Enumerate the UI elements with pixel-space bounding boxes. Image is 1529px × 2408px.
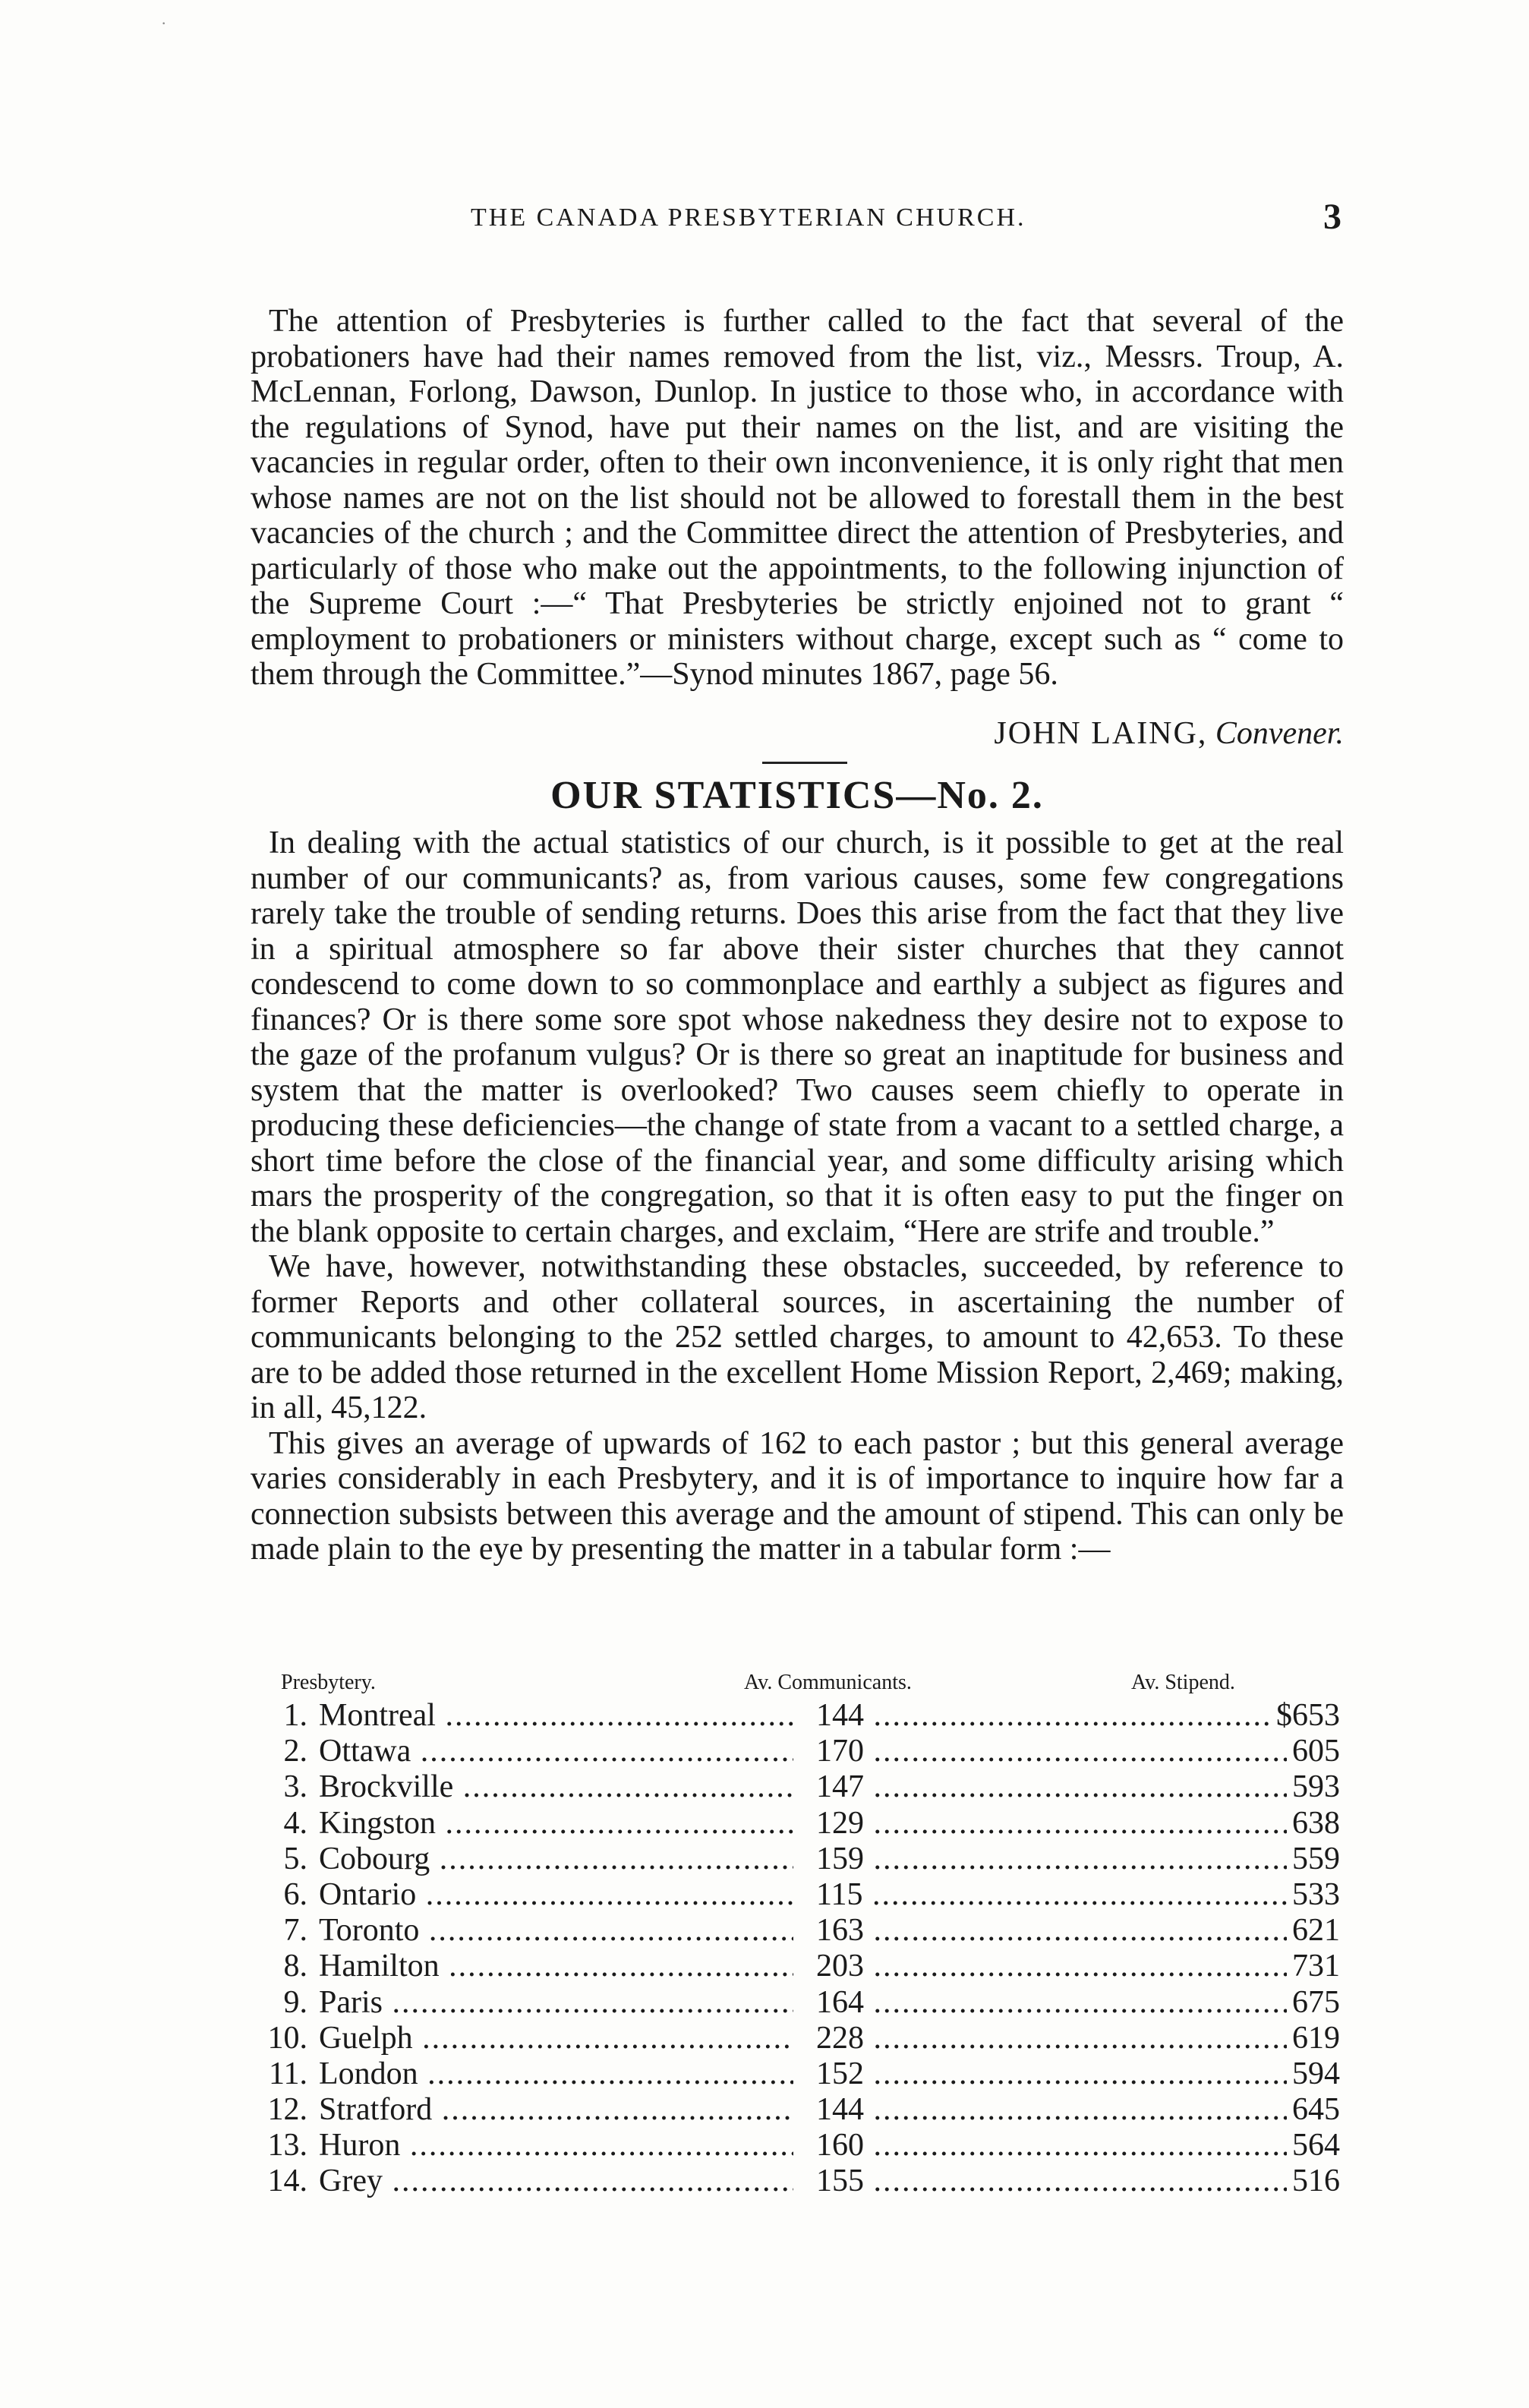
presbytery-name: Ontario: [319, 1876, 417, 1912]
presbytery-name: Hamilton: [319, 1949, 440, 1984]
stipend-value: 619: [1289, 2021, 1340, 2056]
communicants-cell: [816, 2092, 1287, 2128]
running-title: THE CANADA PRESBYTERIAN CHURCH.: [471, 204, 1026, 232]
presbytery-name: Toronto: [319, 1913, 420, 1949]
presbytery-name: Guelph: [319, 2020, 413, 2056]
presbytery-cell: [319, 1842, 793, 1877]
row-number: 9.: [283, 1984, 307, 2020]
leader-dots: [864, 2128, 1287, 2163]
table-row: [251, 2021, 1344, 2056]
communicants-value: 170: [816, 1734, 864, 1769]
presbytery-cell: [319, 1913, 793, 1949]
communicants-cell: [816, 1769, 1287, 1805]
leader-dots: [432, 2092, 793, 2127]
communicants-cell: [816, 1949, 1287, 1984]
communicants-value: 203: [816, 1949, 864, 1984]
communicants-value: 164: [816, 1984, 864, 2020]
page-number: 3: [1323, 197, 1344, 237]
presbytery-cell: [319, 1769, 793, 1805]
stipend-value: 559: [1289, 1842, 1340, 1877]
leader-dots: [383, 2163, 793, 2198]
presbytery-name: Grey: [319, 2163, 383, 2199]
paragraph: This gives an average of upwards of 162 to each pastor ; but this general average varies considerably in each Presbytery, and it is of importance to inquire how far a connection subsists between this average and the amount of stipend. This can only be made plain to the eye by presenting the matter in a tabular form :—: [251, 1425, 1344, 1567]
table-row: [251, 2056, 1344, 2092]
communicants-value: 144: [816, 2092, 864, 2128]
stipend-value: 731: [1289, 1949, 1340, 1984]
signatory-role: Convener.: [1215, 716, 1344, 751]
table-row: [251, 1698, 1344, 1734]
stipend-value: 516: [1289, 2163, 1340, 2199]
communicants-value: 160: [816, 2128, 864, 2163]
presbytery-name: Brockville: [319, 1769, 454, 1805]
paragraph: In dealing with the actual statistics of our church, is it possible to get at the real number of our communicants? as, from various causes, some few congregations rarely take the trouble of sending returns. Does this arise from the fact that they live in a spiritual atmosphere so far above their sister churches that they cannot condescend to come down to so commonplace and earthly a subject as figures and finances? Or is there some sore spot whose nakedness they desire not to expose to the gaze of the profanum vulgus? Or is there so great an inaptitude for business and system that the matter is overlooked? Two causes seem chiefly to operate in producing these deficiencies—the change of state from a vacant to a settled charge, a short time before the close of the financial year, and some difficulty arising which mars the prosperity of the congregation, so that it is often easy to put the finger on the blank opposite to certain charges, and exclaim, “Here are strife and trouble.”: [251, 825, 1344, 1249]
table-body: [251, 1698, 1344, 2200]
presbytery-name: Paris: [319, 1984, 383, 2020]
section-heading: OUR STATISTICS—No. 2.: [550, 774, 1044, 817]
stipend-value: 645: [1289, 2092, 1340, 2128]
communicants-cell: [816, 1985, 1287, 2021]
presbytery-name: Ottawa: [319, 1734, 411, 1769]
stipend-value: 621: [1289, 1913, 1340, 1949]
column-header-communicants: Av. Communicants.: [744, 1671, 912, 1694]
communicants-cell: [816, 1698, 1287, 1734]
row-number: 14.: [267, 2163, 307, 2199]
leader-dots: [411, 1734, 793, 1769]
communicants-value: 115: [816, 1876, 863, 1912]
communicants-value: 144: [816, 1698, 864, 1733]
column-header-stipend: Av. Stipend.: [1131, 1671, 1235, 1694]
stipend-value: 638: [1289, 1806, 1340, 1842]
communicants-cell: [816, 1806, 1287, 1842]
leader-dots: [864, 1913, 1287, 1948]
communicants-cell: [816, 1842, 1287, 1877]
stipend-value: 594: [1289, 2056, 1340, 2092]
stipend-value: 564: [1289, 2128, 1340, 2163]
leader-dots: [864, 1985, 1287, 2020]
row-number: 5.: [283, 1841, 307, 1876]
communicants-cell: [816, 1877, 1287, 1913]
leader-dots: [416, 1877, 793, 1912]
table-row: [251, 2092, 1344, 2128]
communicants-value: 228: [816, 2020, 864, 2056]
leader-dots: [862, 1877, 1287, 1912]
leader-dots: [436, 1698, 793, 1733]
communicants-cell: [816, 1913, 1287, 1949]
column-header-presbytery: Presbytery.: [281, 1671, 376, 1694]
scan-mark: ·: [161, 14, 167, 33]
presbytery-cell: [319, 2128, 793, 2163]
presbytery-name: Kingston: [319, 1805, 437, 1841]
leader-dots: [864, 1698, 1287, 1733]
presbytery-cell: [319, 1949, 793, 1984]
statistics-table: [251, 1671, 1344, 2200]
stipend-value: 605: [1289, 1734, 1340, 1769]
leader-dots: [864, 1769, 1287, 1804]
leader-dots: [436, 1806, 793, 1841]
presbytery-name: London: [319, 2056, 418, 2091]
communicants-value: 147: [816, 1769, 864, 1805]
communicants-value: 155: [816, 2163, 864, 2199]
row-number: 3.: [283, 1769, 307, 1805]
presbytery-cell: [319, 2163, 793, 2199]
row-number: 6.: [283, 1876, 307, 1912]
leader-dots: [864, 2163, 1287, 2198]
row-number: 2.: [283, 1734, 307, 1769]
communicants-cell: [816, 2163, 1287, 2199]
communicants-cell: [816, 2056, 1287, 2092]
leader-dots: [864, 2056, 1287, 2091]
leader-dots: [440, 1949, 793, 1984]
leader-dots: [864, 1842, 1287, 1876]
leader-dots: [383, 1985, 793, 2020]
leader-dots: [864, 1806, 1287, 1841]
communicants-value: 163: [816, 1913, 864, 1949]
intro-section: [251, 304, 1344, 693]
row-number: 4.: [283, 1805, 307, 1841]
statistics-section: [251, 825, 1344, 1567]
presbytery-cell: [319, 2092, 793, 2128]
presbytery-cell: [319, 1698, 793, 1734]
table-header: [251, 1671, 1344, 1698]
table-row: [251, 1949, 1344, 1984]
table-row: [251, 2163, 1344, 2199]
presbytery-name: Stratford: [319, 2092, 433, 2128]
leader-dots: [419, 1913, 793, 1948]
communicants-cell: [816, 2128, 1287, 2163]
stipend-value: 533: [1289, 1877, 1340, 1913]
table-row: [251, 2128, 1344, 2163]
table-row: [251, 1877, 1344, 1913]
row-number: 13.: [267, 2128, 307, 2163]
presbytery-cell: [319, 2056, 793, 2092]
presbytery-name: Cobourg: [319, 1841, 430, 1876]
row-number: 10.: [267, 2020, 307, 2056]
row-number: 12.: [267, 2092, 307, 2128]
presbytery-cell: [319, 1734, 793, 1769]
stipend-value: 675: [1289, 1985, 1340, 2021]
row-number: 1.: [283, 1698, 307, 1733]
stipend-value: 593: [1289, 1769, 1340, 1805]
row-number: 7.: [283, 1913, 307, 1949]
table-row: [251, 1985, 1344, 2021]
stipend-value: $653: [1273, 1698, 1340, 1734]
section-divider: [762, 762, 847, 764]
communicants-value: 152: [816, 2056, 864, 2091]
leader-dots: [418, 2056, 793, 2091]
leader-dots: [430, 1842, 793, 1876]
table-row: [251, 1913, 1344, 1949]
communicants-value: 129: [816, 1805, 864, 1841]
leader-dots: [864, 1949, 1287, 1984]
leader-dots: [864, 2021, 1287, 2056]
presbytery-cell: [319, 1985, 793, 2021]
paragraph: The attention of Presbyteries is further called to the fact that several of the probationers have had their names removed from the list, viz., Messrs. Troup, A. McLennan, Forlong, Dawson, Dunlop. In justice to those who, in accordance with the regulations of Synod, have put their names on the list, and are visiting the vacancies in regular order, often to their own inconvenience, it is only right that men whose names are not on the list should not be allowed to forestall them in the best vacancies of the church ; and the Committee direct the attention of Presbyteries, and particularly of those who make out the appointments, to the following injunction of the Supreme Court :—“ That Presbyteries be strictly enjoined not to grant “ employment to probationers or ministers without charge, except such as “ come to them through the Committee.”—Synod minutes 1867, page 56.: [251, 304, 1344, 692]
leader-dots: [864, 1734, 1287, 1769]
presbytery-cell: [319, 1877, 793, 1913]
communicants-value: 159: [816, 1841, 864, 1876]
presbytery-name: Huron: [319, 2128, 401, 2163]
presbytery-name: Montreal: [319, 1698, 436, 1733]
paragraph: We have, however, notwithstanding these obstacles, succeeded, by reference to former Reports and other collateral sources, in ascertaining the number of communicants belonging to the 252 settled charges, to amount to 42,653. To these are to be added those returned in the excellent Home Mission Report, 2,469; making, in all, 45,122.: [251, 1249, 1344, 1425]
table-row: [251, 1769, 1344, 1805]
signatory-name: JOHN LAING,: [994, 716, 1208, 751]
table-row: [251, 1734, 1344, 1769]
leader-dots: [400, 2128, 793, 2163]
row-number: 11.: [269, 2056, 307, 2091]
signature: [251, 716, 1344, 751]
presbytery-cell: [319, 2021, 793, 2056]
table-row: [251, 1842, 1344, 1877]
leader-dots: [453, 1769, 793, 1804]
row-number: 8.: [283, 1949, 307, 1984]
communicants-cell: [816, 1734, 1287, 1769]
table-row: [251, 1806, 1344, 1842]
leader-dots: [413, 2021, 793, 2056]
leader-dots: [864, 2092, 1287, 2127]
presbytery-cell: [319, 1806, 793, 1842]
communicants-cell: [816, 2021, 1287, 2056]
